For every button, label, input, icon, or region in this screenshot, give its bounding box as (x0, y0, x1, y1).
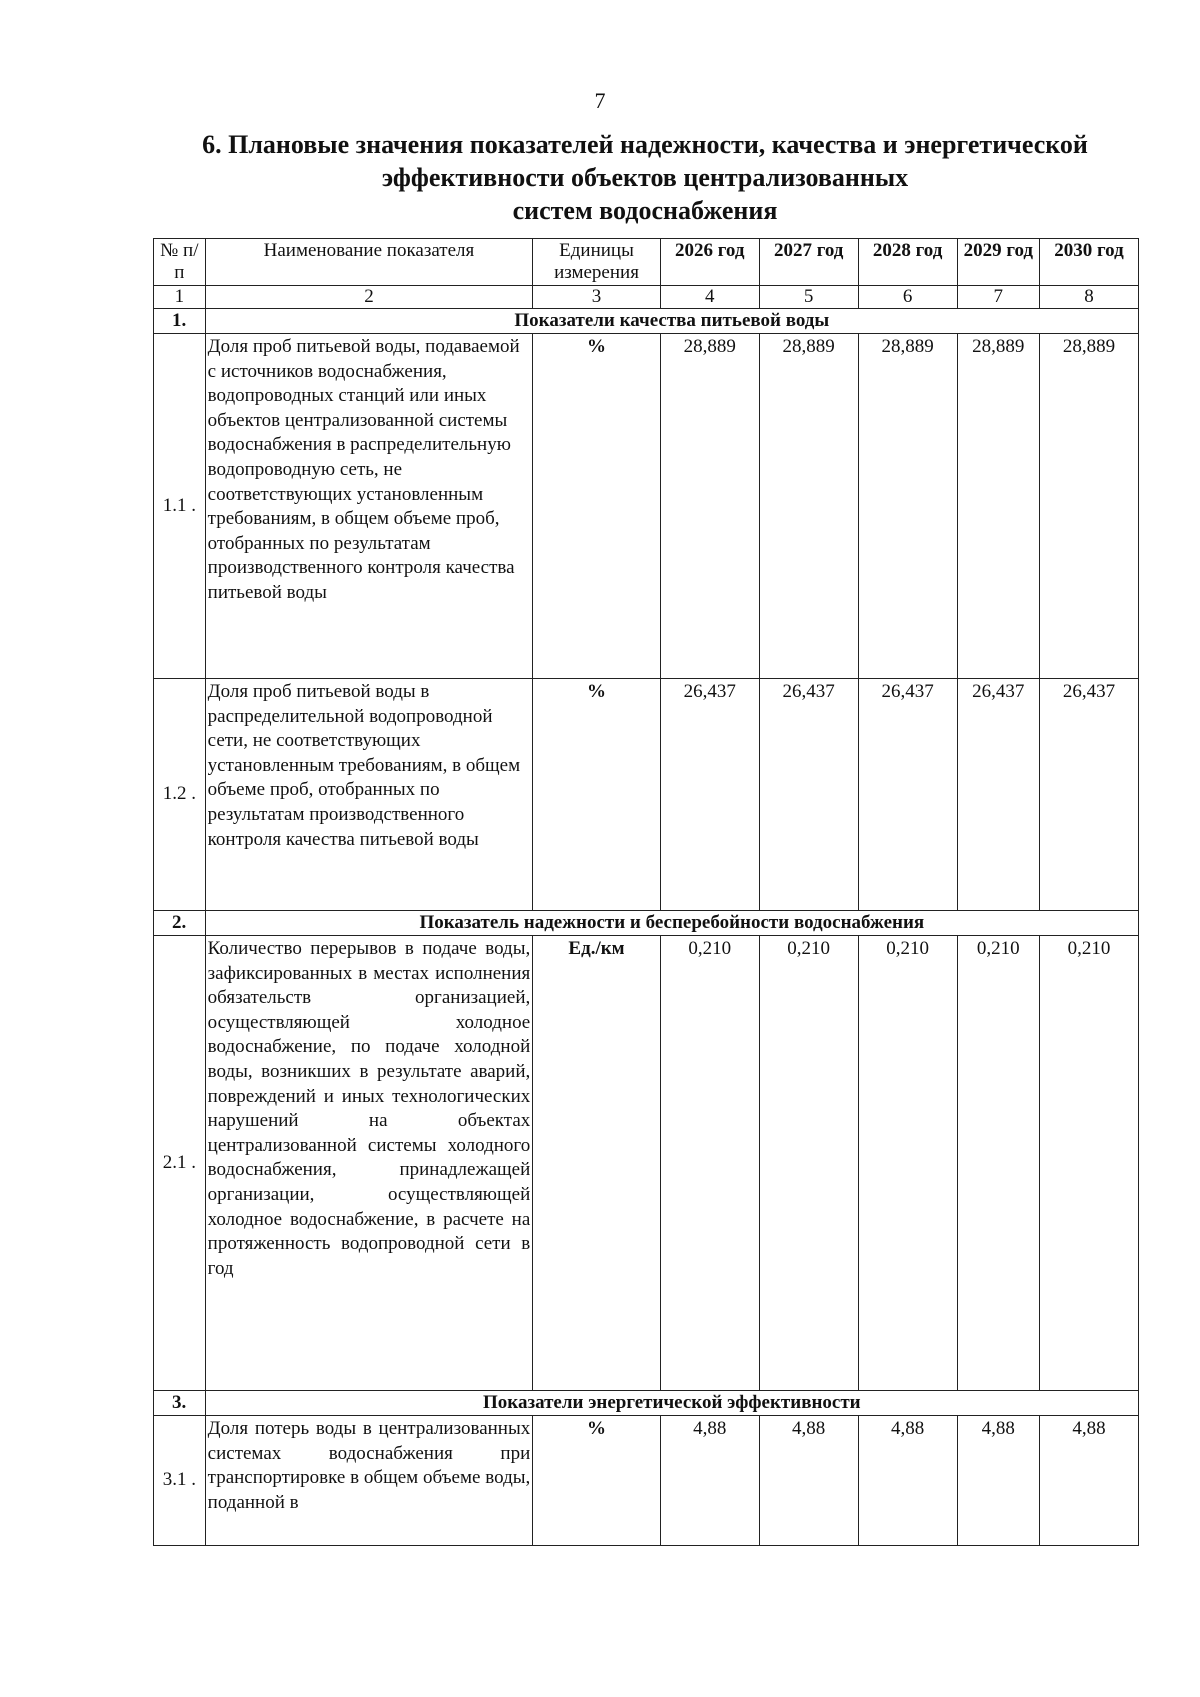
row-number: 3.1 . (154, 1416, 206, 1546)
table-row (154, 936, 1139, 1391)
value-cell: 4,88 (957, 1416, 1039, 1546)
row-number: 1.1 . (154, 334, 206, 679)
column-number: 2 (205, 286, 533, 309)
section-title: Показатели энергетической эффективности (205, 1391, 1138, 1416)
column-number-row (154, 286, 1139, 309)
value-cell: 0,210 (858, 936, 957, 1391)
header-year: 2028 год (858, 239, 957, 286)
value-cell: 0,210 (759, 936, 858, 1391)
header-unit: Единицы измерения (533, 239, 661, 286)
column-number: 5 (759, 286, 858, 309)
value-cell: 4,88 (858, 1416, 957, 1546)
section-number: 1. (154, 309, 206, 334)
value-cell: 26,437 (1040, 679, 1139, 911)
section-row (154, 911, 1139, 936)
column-number: 7 (957, 286, 1039, 309)
section-row (154, 309, 1139, 334)
value-cell: 28,889 (1040, 334, 1139, 679)
indicator-name: Доля проб питьевой воды, подаваемой с источников водоснабжения, водопроводных станций или иных объектов централизованной системы водоснабжения в распределительную водопроводную сеть, не соответствующих установленным требованиям, в общем объеме проб, отобранных по результатам производственного контроля качества питьевой воды (205, 334, 533, 679)
indicator-name: Доля проб питьевой воды в распределительной водопроводной сети, не соответствующих установленным требованиям, в общем объеме проб, отобранных по результатам производственного контроля качества питьевой воды (205, 679, 533, 911)
unit-cell: % (533, 679, 661, 911)
section-number: 3. (154, 1391, 206, 1416)
header-year: 2027 год (759, 239, 858, 286)
value-cell: 0,210 (660, 936, 759, 1391)
value-cell: 4,88 (759, 1416, 858, 1546)
document-title (150, 128, 1140, 227)
page-number: 7 (594, 88, 606, 113)
unit-cell: % (533, 1416, 661, 1546)
column-number: 1 (154, 286, 206, 309)
column-number: 4 (660, 286, 759, 309)
indicator-name: Доля потерь воды в централизованных системах водоснабжения при транспортировке в общем объеме воды, поданной в (205, 1416, 533, 1546)
value-cell: 28,889 (957, 334, 1039, 679)
header-name: Наименование показателя (205, 239, 533, 286)
section-row (154, 1391, 1139, 1416)
value-cell: 28,889 (660, 334, 759, 679)
header-num: № п/п (154, 239, 206, 286)
value-cell: 28,889 (858, 334, 957, 679)
table-row (154, 679, 1139, 911)
section-title: Показатель надежности и бесперебойности водоснабжения (205, 911, 1138, 936)
value-cell: 0,210 (957, 936, 1039, 1391)
column-number: 6 (858, 286, 957, 309)
table-row (154, 334, 1139, 679)
table-header-row (154, 239, 1139, 286)
section-title: Показатели качества питьевой воды (205, 309, 1138, 334)
title-line-3: систем водоснабжения (512, 196, 778, 225)
indicators-table (153, 238, 1139, 1546)
table-row (154, 1416, 1139, 1546)
row-number: 2.1 . (154, 936, 206, 1391)
value-cell: 4,88 (1040, 1416, 1139, 1546)
title-line-2: эффективности объектов централизованных (381, 163, 909, 192)
column-number: 3 (533, 286, 661, 309)
value-cell: 26,437 (660, 679, 759, 911)
value-cell: 0,210 (1040, 936, 1139, 1391)
row-number: 1.2 . (154, 679, 206, 911)
value-cell: 28,889 (759, 334, 858, 679)
indicator-name: Количество перерывов в подаче воды, зафиксированных в местах исполнения обязательств организацией, осуществляющей холодное водоснабжение, по подаче холодной воды, возникших в результате аварий, повреждений и иных технологических нарушений на объектах централизованной системы холодного водоснабжения, принадлежащей организации, осуществляющей холодное водоснабжение, в расчете на протяженность водопроводной сети в год (205, 936, 533, 1391)
value-cell: 26,437 (759, 679, 858, 911)
title-line-1: 6. Плановые значения показателей надежности, качества и энергетической (202, 130, 1088, 159)
header-year: 2029 год (957, 239, 1039, 286)
column-number: 8 (1040, 286, 1139, 309)
value-cell: 26,437 (858, 679, 957, 911)
value-cell: 26,437 (957, 679, 1039, 911)
unit-cell: % (533, 334, 661, 679)
header-year: 2026 год (660, 239, 759, 286)
section-number: 2. (154, 911, 206, 936)
unit-cell: Ед./км (533, 936, 661, 1391)
header-year: 2030 год (1040, 239, 1139, 286)
value-cell: 4,88 (660, 1416, 759, 1546)
